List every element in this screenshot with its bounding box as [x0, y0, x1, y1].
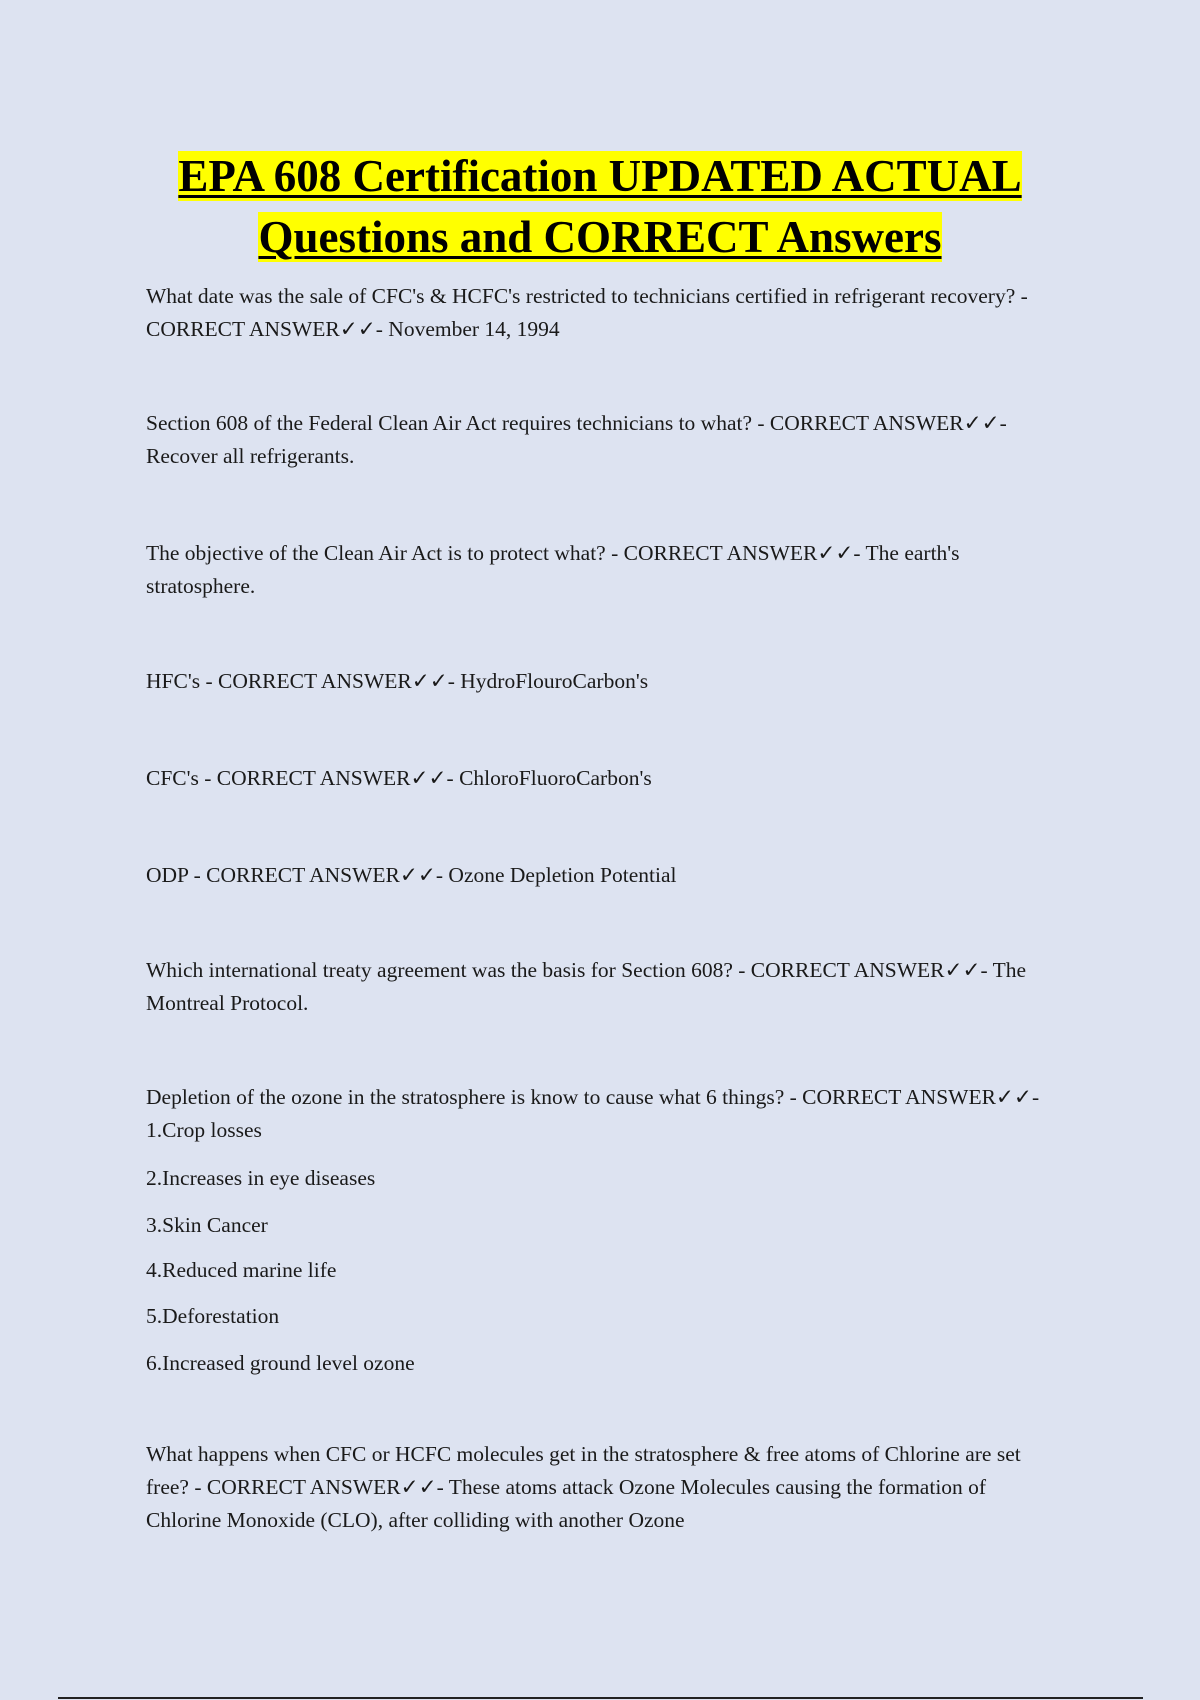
qa-item: Depletion of the ozone in the stratosphere is know to cause what 6 things? - CORRECT ANSWER✓✓- 1.Crop losses — [146, 1085, 1040, 1142]
qa-item: Which international treaty agreement was the basis for Section 608? - CORRECT ANSWER✓✓- The Montreal Protocol. — [146, 958, 1027, 1015]
qa-item: What date was the sale of CFC's & HCFC's restricted to technicians certified in refrigerant recovery? - CORRECT ANSWER✓✓- November 14, 1994 — [146, 284, 1028, 341]
qa-item: The objective of the Clean Air Act is to protect what? - CORRECT ANSWER✓✓- The earth's stratosphere. — [146, 541, 960, 598]
title-line-1: EPA 608 Certification UPDATED ACTUAL — [178, 151, 1022, 201]
list-item: 5.Deforestation — [146, 1304, 280, 1328]
document-title — [100, 146, 1100, 268]
title-line-2: Questions and CORRECT Answers — [258, 212, 942, 262]
list-item: 3.Skin Cancer — [146, 1213, 268, 1237]
list-item: 4.Reduced marine life — [146, 1258, 337, 1282]
list-item: 6.Increased ground level ozone — [146, 1351, 415, 1375]
list-item: 2.Increases in eye diseases — [146, 1166, 376, 1190]
qa-item: CFC's - CORRECT ANSWER✓✓- ChloroFluoroCarbon's — [146, 766, 652, 790]
page-divider — [58, 1697, 1143, 1699]
qa-item: Section 608 of the Federal Clean Air Act requires technicians to what? - CORRECT ANSWER✓✓- Recover all refrigerants. — [146, 411, 1007, 468]
qa-item: What happens when CFC or HCFC molecules get in the stratosphere & free atoms of Chlorine are set free? - CORRECT ANSWER✓✓- These atoms attack Ozone Molecules causing the formation of Chlorine Monoxide (CLO), after colliding with another Ozone — [146, 1442, 1021, 1532]
qa-item: HFC's - CORRECT ANSWER✓✓- HydroFlouroCarbon's — [146, 669, 649, 693]
qa-item: ODP - CORRECT ANSWER✓✓- Ozone Depletion Potential — [146, 863, 677, 887]
